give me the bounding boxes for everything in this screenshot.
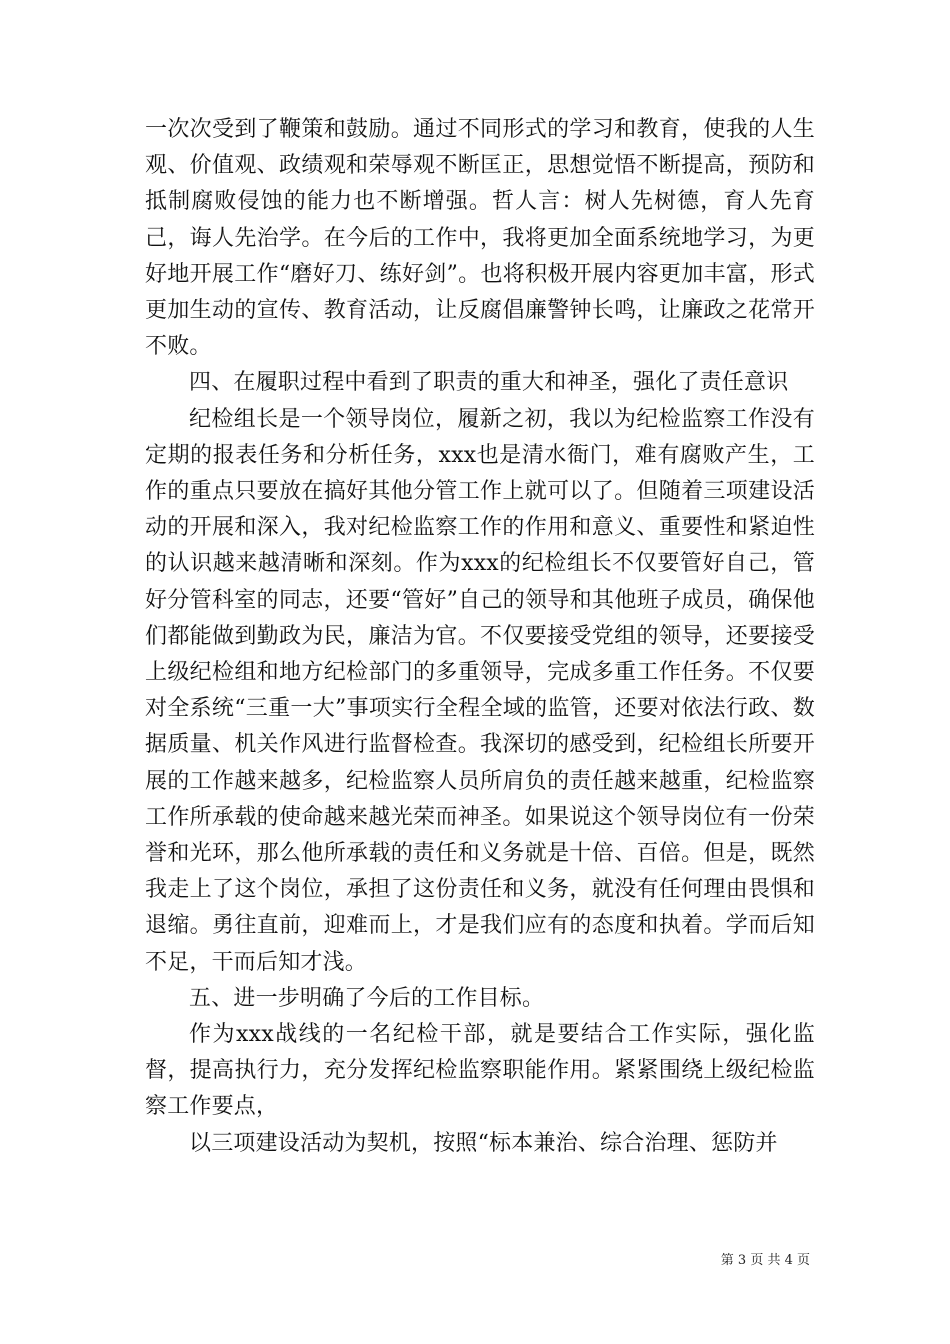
- document-body: [145, 112, 815, 1162]
- paragraph-1: 一次次受到了鞭策和鼓励。通过不同形式的学习和教育，使我的人生观、价值观、政绩观和荣辱观不断匡正，思想觉悟不断提高，预防和抵制腐败侵蚀的能力也不断增强。哲人言：树人先树德，育人先育己，诲人先治学。在今后的工作中，我将更加全面系统地学习，为更好地开展工作“磨好刀、练好剑”。也将积极开展内容更加丰富，形式更加生动的宣传、教育活动，让反腐倡廉警钟长鸣，让廉政之花常开不败。: [145, 117, 815, 360]
- section-heading-5: 五、进一步明确了今后的工作目标。: [189, 985, 545, 1011]
- paragraph-4: 以三项建设活动为契机，按照“标本兼治、综合治理、惩防并: [189, 1130, 778, 1156]
- paragraph-3: 作为xxx战线的一名纪检干部，就是要结合工作实际，强化监督，提高执行力，充分发挥纪检监察职能作用。紧紧围绕上级纪检监察工作要点，: [145, 1022, 815, 1120]
- page-number-footer: 第 3 页 共 4 页: [720, 1253, 810, 1268]
- paragraph-2: 纪检组长是一个领导岗位，履新之初，我以为纪检监察工作没有定期的报表任务和分析任务，xxx也是清水衙门，难有腐败产生，工作的重点只要放在搞好其他分管工作上就可以了。但随着三项建设活动的开展和深入，我对纪检监察工作的作用和意义、重要性和紧迫性的认识越来越清晰和深刻。作为xxx的纪检组长不仅要管好自己，管好分管科室的同志，还要“管好”自己的领导和其他班子成员，确保他们都能做到勤政为民，廉洁为官。不仅要接受党组的领导，还要接受上级纪检组和地方纪检部门的多重领导，完成多重工作任务。不仅要对全系统“三重一大”事项实行全程全域的监管，还要对依法行政、数据质量、机关作风进行监督检查。我深切的感受到，纪检组长所要开展的工作越来越多，纪检监察人员所肩负的责任越来越重，纪检监察工作所承载的使命越来越光荣而神圣。如果说这个领导岗位有一份荣誉和光环，那么他所承载的责任和义务就是十倍、百倍。但是，既然我走上了这个岗位，承担了这份责任和义务，就没有任何理由畏惧和退缩。勇往直前，迎难而上，才是我们应有的态度和执着。学而后知不足，干而后知才浅。: [145, 406, 815, 975]
- section-heading-4: 四、在履职过程中看到了职责的重大和神圣，强化了责任意识: [189, 370, 789, 396]
